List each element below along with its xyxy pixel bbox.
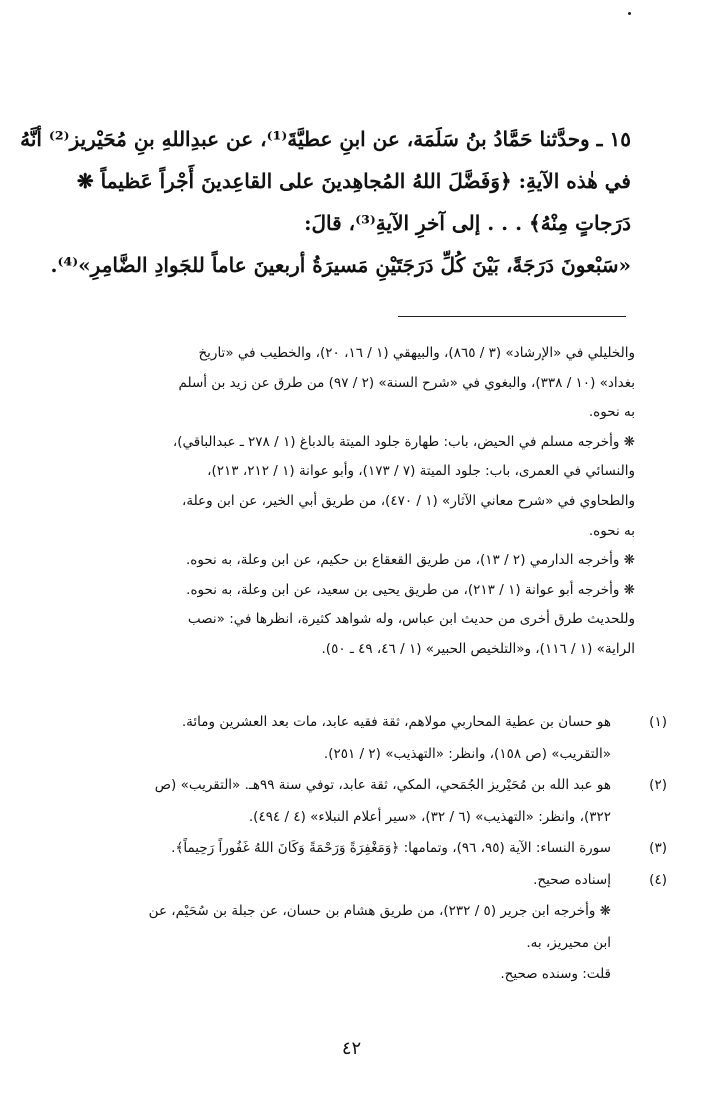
- footnote-text: قلت: وسنده صحيح.: [500, 966, 611, 982]
- note-line: ❋ وأخرجه الدارمي (٢ / ١٣)، من طريق القعقاع بن حكيم، عن ابن وعلة، به نحوه.: [185, 552, 635, 569]
- note-line: به نحوه.: [588, 404, 635, 421]
- footnote-separator: [398, 316, 626, 317]
- note-line: وللحديث طرق أخرى من حديث ابن عباس، وله شواهد كثيرة، انظرها في: «نصب: [187, 611, 635, 628]
- note-line: والطحاوي في «شرح معاني الآثار» (١ / ٤٧٠)، من طريق أبي الخير، عن ابن وعلة،: [181, 492, 635, 509]
- footnotes: [68, 707, 667, 991]
- footnote-text: سورة النساء: الآية (٩٥، ٩٦)، وتمامها: ﴿وَمَغْفِرَةً وَرَحْمَةً وَكَانَ اللهُ غَفُوراً رَحِيماً﴾.: [171, 840, 611, 856]
- note-line: الراية» (١ / ١١٦)، و«التلخيص الحبير» (١ / ٤٦، ٤٩ ـ ٥٠).: [321, 640, 635, 657]
- footnote-text: ❋ وأخرجه ابن جرير (٥ / ٢٣٢)، من طريق هشام بن حسان، عن جبلة بن سُحَيْم، عن: [148, 903, 611, 919]
- footnote-text: ٣٢٢)، وانظر: «التهذيب» (٦ / ٣٢)، «سير أعلام النبلاء» (٤ / ٤٩٤).: [248, 808, 611, 825]
- note-line: به نحوه.: [588, 522, 635, 539]
- corner-mark: [628, 12, 631, 15]
- note-line: ❋ وأخرجه أبو عوانة (١ / ٢١٣)، من طريق يحيى بن سعيد، عن ابن وعلة، به نحوه.: [186, 581, 635, 598]
- footnote-number: (٣): [649, 840, 667, 856]
- footnote-text: هو حسان بن عطية المحاربي مولاهم، ثقة فقيه عابد، مات بعد العشرين ومائة.: [181, 714, 611, 730]
- footnote-number: (٢): [649, 777, 667, 793]
- footnote-line: [68, 802, 667, 834]
- page-number: ٤٢: [341, 1038, 362, 1059]
- footnote-line: [68, 739, 667, 771]
- footnote-number: [627, 959, 667, 991]
- footnote-line: [68, 833, 667, 865]
- footnote-number: (١): [649, 714, 667, 730]
- note-line: بغداد» (١٠ / ٣٣٨)، والبغوي في «شرح السنة» (٢ / ٩٧) من طرق عن زيد بن أسلم: [178, 374, 635, 391]
- footnote-number: [627, 928, 667, 960]
- hadith-line: «سَبْعونَ دَرَجَةً، بَيْنَ كُلِّ دَرَجَتَيْنِ مَسيرَةُ أربعينَ عاماً للجَوادِ الضَّامِرِ»⁽⁴⁾.: [50, 253, 631, 277]
- footnote-number: [627, 739, 667, 771]
- continued-notes: [68, 339, 635, 665]
- footnote-line: [68, 865, 667, 897]
- hadith-line: ١٥ ـ وحدَّثنا حَمَّادُ بنُ سَلَمَة، عن ابنِ عطيَّةَ⁽¹⁾، عن عبدِاللهِ بنِ مُحَيْريز⁽²⁾ أنَّهُ: [20, 127, 631, 151]
- hadith-line: في هٰذه الآيةِ: ﴿وَفَضَّلَ اللهُ المُجاهِدينَ على القاعِدينَ أَجْراً عَظيماً ❋: [76, 169, 631, 193]
- footnote-number: [627, 802, 667, 834]
- footnote-number: [627, 896, 667, 928]
- footnote-text: ابن محيريز، به.: [526, 934, 611, 951]
- footnote-text: «التقريب» (ص ١٥٨)، وانظر: «التهذيب» (٢ / ٢٥١).: [323, 745, 611, 762]
- footnote-text: إسناده صحيح.: [533, 871, 611, 888]
- footnote-line: [68, 896, 667, 928]
- note-line: والنسائي في العمرى، باب: جلود الميتة (٧ / ١٧٣)، وأبو عوانة (١ / ٢١٢، ٢١٣)،: [207, 463, 635, 480]
- footnote-number: (٤): [649, 871, 667, 888]
- hadith-line: دَرَجاتٍ مِنْهُ﴾ . . . إلى آخرِ الآيةِ⁽³⁾، قالَ:: [304, 211, 631, 235]
- note-line: ❋ وأخرجه مسلم في الحيض، باب: طهارة جلود الميتة بالدباغ (١ / ٢٧٨ ـ عبدالباقي)،: [172, 433, 635, 450]
- footnote-line: [68, 707, 667, 739]
- footnote-line: [68, 959, 667, 991]
- footnote-text: هو عبد الله بن مُحَيْريز الجُمَحي، المكي، ثقة عابد، توفي سنة ٩٩هـ. «التقريب» (ص: [154, 777, 611, 793]
- note-line: والخليلي في «الإرشاد» (٣ / ٨٦٥)، والبيهقي (١ / ١٦، ٢٠)، والخطيب في «تاريخ: [198, 345, 635, 361]
- footnote-line: [68, 770, 667, 802]
- footnote-line: [68, 928, 667, 960]
- hadith-text: [20, 118, 631, 286]
